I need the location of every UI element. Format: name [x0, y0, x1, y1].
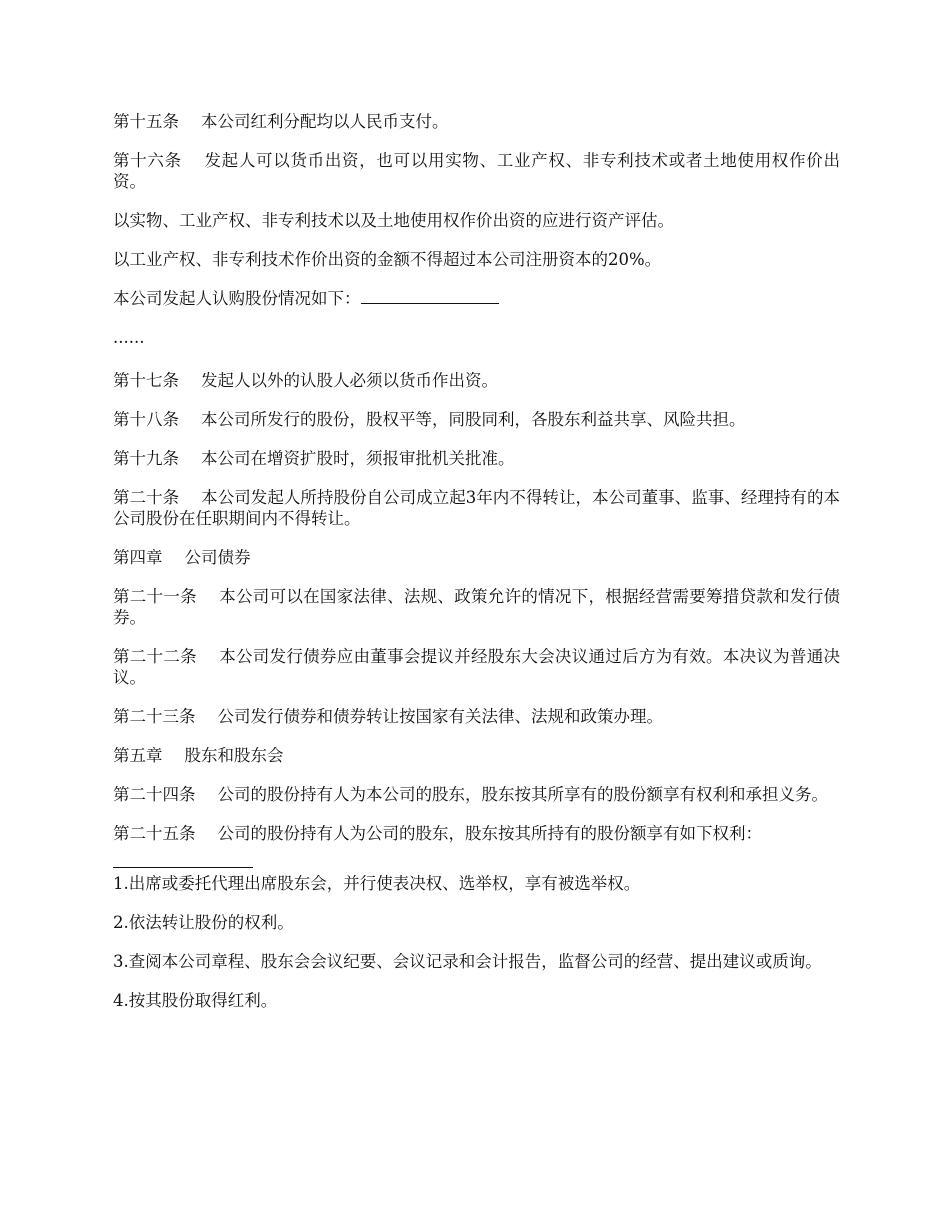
article-18	[113, 409, 840, 430]
article-16-paragraph-2: 以实物、工业产权、非专利技术以及土地使用权作价出资的应进行资产评估。	[113, 211, 674, 230]
fill-in-rule	[113, 852, 840, 853]
article-19	[113, 448, 840, 469]
article-16	[113, 150, 840, 192]
chapter-5-heading	[113, 745, 840, 766]
article-25	[113, 823, 840, 844]
article-16-paragraph-3: 以工业产权、非专利技术作价出资的金额不得超过本公司注册资本的20%。	[113, 250, 662, 269]
article-number: 第二十四条	[113, 785, 196, 804]
ellipsis: ......	[113, 328, 145, 347]
chapter-4-heading	[113, 547, 840, 568]
article-number: 第二十五条	[113, 824, 196, 843]
article-text: 公司发行债券和债券转让按国家有关法律、法规和政策办理。	[217, 707, 663, 726]
chapter-title: 股东和股东会	[184, 746, 284, 765]
article-text: 发起人以外的认股人必须以货币作出资。	[201, 371, 498, 390]
article-text: 发起人可以货币出资，也可以用实物、工业产权、非专利技术或者土地使用权作价出资。	[113, 151, 841, 191]
article-number: 第十五条	[113, 112, 179, 131]
subscription-intro: 本公司发起人认购股份情况如下：	[113, 289, 361, 308]
article-17	[113, 370, 840, 391]
fill-in-blank	[361, 288, 499, 304]
article-text: 本公司红利分配均以人民币支付。	[201, 112, 449, 131]
article-number: 第二十条	[113, 488, 180, 507]
article-text: 本公司可以在国家法律、法规、政策允许的情况下，根据经营需要筹措贷款和发行债券。	[113, 587, 841, 627]
right-item-3: 3.查阅本公司章程、股东会会议纪要、会议记录和会计报告，监督公司的经营、提出建议或质询。	[113, 952, 822, 971]
article-20	[113, 487, 840, 529]
article-number: 第十九条	[113, 449, 179, 468]
article-text: 本公司发行债券应由董事会提议并经股东大会决议通过后方为有效。本决议为普通决议。	[113, 647, 841, 687]
right-item-4: 4.按其股份取得红利。	[113, 991, 278, 1010]
chapter-number: 第四章	[113, 548, 163, 567]
article-text: 公司的股份持有人为本公司的股东，股东按其所享有的股份额享有权利和承担义务。	[217, 785, 828, 804]
article-text: 本公司在增资扩股时，须报审批机关批准。	[201, 449, 515, 468]
article-text: 本公司发起人所持股份自公司成立起3年内不得转让，本公司董事、监事、经理持有的本公司股份在任职期间内不得转让。	[113, 488, 840, 528]
article-text: 公司的股份持有人为公司的股东，股东按其所持有的股份额享有如下权利：	[217, 824, 762, 843]
article-number: 第十六条	[113, 151, 182, 170]
right-item-2: 2.依法转让股份的权利。	[113, 913, 294, 932]
chapter-title: 公司债券	[184, 548, 251, 567]
right-item-1: 1.出席或委托代理出席股东会，并行使表决权、选举权，享有被选举权。	[113, 874, 641, 893]
article-23	[113, 706, 840, 727]
article-number: 第二十二条	[113, 647, 197, 666]
document-body	[113, 111, 840, 1029]
article-text: 本公司所发行的股份，股权平等，同股同利，各股东利益共享、风险共担。	[201, 410, 746, 429]
article-15	[113, 111, 840, 132]
article-number: 第二十三条	[113, 707, 196, 726]
article-number: 第十八条	[113, 410, 179, 429]
article-number: 第十七条	[113, 371, 179, 390]
article-22	[113, 646, 840, 688]
article-16-paragraph-4	[113, 288, 840, 309]
chapter-number: 第五章	[113, 746, 163, 765]
article-21	[113, 586, 840, 628]
article-number: 第二十一条	[113, 587, 197, 606]
article-24	[113, 784, 840, 805]
fill-in-blank	[113, 867, 253, 868]
